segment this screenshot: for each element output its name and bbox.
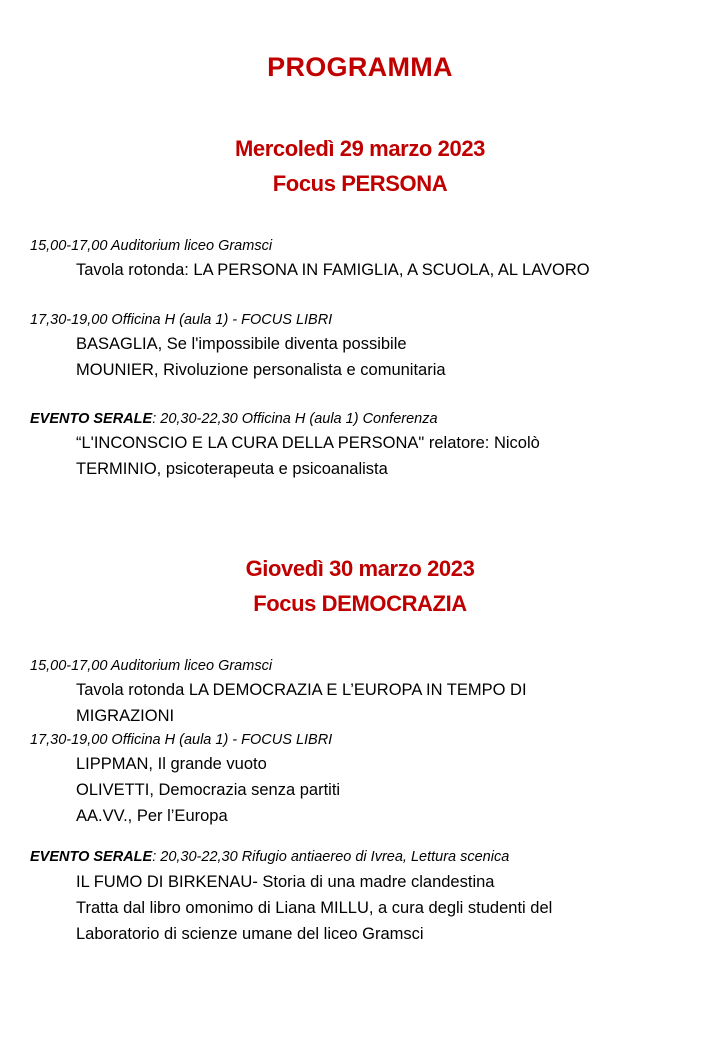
day-2-session-3-line-3: Laboratorio di scienze umane del liceo Gramsci: [76, 925, 424, 943]
evening-event-label: EVENTO SERALE: [30, 849, 153, 865]
day-1-session-2-line-2: MOUNIER, Rivoluzione personalista e comunitaria: [76, 361, 446, 379]
day-2-focus: Focus DEMOCRAZIA: [253, 591, 467, 616]
day-2-session-1-line-1: Tavola rotonda LA DEMOCRAZIA E L’EUROPA IN TEMPO DI: [76, 681, 527, 699]
evening-event-time: : 20,30-22,30 Officina H (aula 1) Conferenza: [152, 411, 438, 427]
day-2-session-2-line-1: LIPPMAN, Il grande vuoto: [76, 755, 267, 773]
day-2-session-3-line-2: Tratta dal libro omonimo di Liana MILLU, a cura degli studenti del: [76, 899, 553, 917]
evening-event-time: : 20,30-22,30 Rifugio antiaereo di Ivrea, Lettura scenica: [152, 849, 510, 865]
page-title: PROGRAMMA: [267, 52, 453, 82]
day-2-session-3-time: [30, 849, 509, 865]
day-2-session-2-line-2: OLIVETTI, Democrazia senza partiti: [76, 781, 341, 799]
day-2-date: Giovedì 30 marzo 2023: [245, 556, 475, 581]
day-2-session-1-time: 15,00-17,00 Auditorium liceo Gramsci: [30, 658, 273, 674]
day-2-session-2-time: 17,30-19,00 Officina H (aula 1) - FOCUS LIBRI: [30, 732, 333, 748]
evening-event-label: EVENTO SERALE: [30, 411, 153, 427]
day-2-session-3-line-1: IL FUMO DI BIRKENAU- Storia di una madre clandestina: [76, 873, 495, 891]
day-1-session-3-time: [30, 411, 438, 427]
day-1-session-2-time: 17,30-19,00 Officina H (aula 1) - FOCUS LIBRI: [30, 312, 333, 328]
day-2-session-1-line-2: MIGRAZIONI: [76, 707, 175, 725]
day-2-session-2-line-3: AA.VV., Per l’Europa: [76, 807, 228, 825]
day-1-session-2-line-1: BASAGLIA, Se l'impossibile diventa possibile: [76, 335, 407, 353]
day-1-session-1-time: 15,00-17,00 Auditorium liceo Gramsci: [30, 238, 273, 254]
day-1-session-3-line-2: TERMINIO, psicoterapeuta e psicoanalista: [76, 460, 388, 478]
day-1-date: Mercoledì 29 marzo 2023: [234, 136, 486, 161]
day-1-session-1-line-1: Tavola rotonda: LA PERSONA IN FAMIGLIA, A SCUOLA, AL LAVORO: [76, 261, 590, 279]
day-1-focus: Focus PERSONA: [272, 171, 448, 196]
day-1-session-3-line-1: “L'INCONSCIO E LA CURA DELLA PERSONA" relatore: Nicolò: [76, 434, 540, 452]
